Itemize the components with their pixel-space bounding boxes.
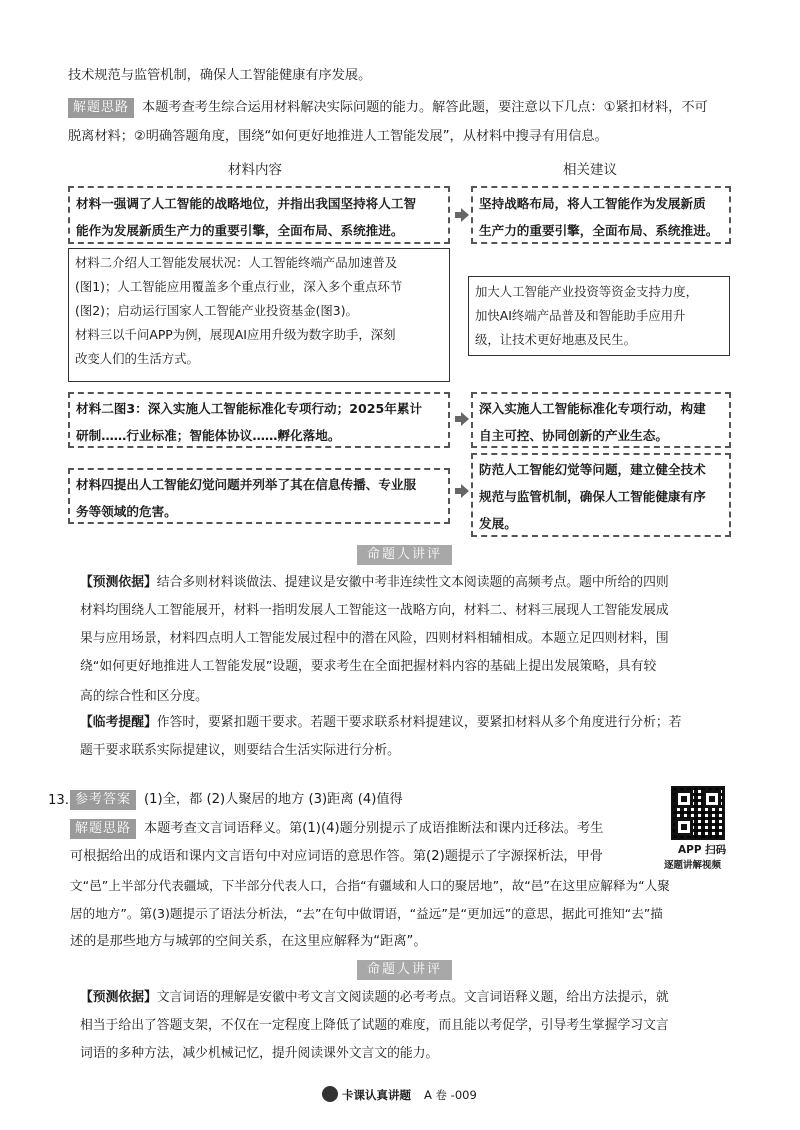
answer-line	[70, 790, 403, 810]
suggestion-2-line-3: 级，让技术更好地惠及民生。	[475, 332, 637, 347]
prediction-basis-text-1: 结合多则材料谈做法、提建议是安徽中考非连续性文本阅读题的高频考点。题中所给的四则	[156, 575, 669, 590]
prediction-basis-2-text-1: 文言词语的理解是安徽中考文言文阅读题的必考考点。文言词语释义题，给出方法提示，就	[156, 990, 669, 1005]
continuation-text: 技术规范与监管机制，确保人工智能健康有序发展。	[68, 68, 372, 83]
material-2-line-4: 材料三以千问APP为例，展现AI应用升级为数字助手，深刻	[75, 327, 396, 342]
material-1-line-2: 能作为发展新质生产力的重要引擎，全面布局、系统推进。	[76, 223, 404, 238]
prediction-basis-line-5: 高的综合性和区分度。	[80, 689, 208, 704]
suggestion-box-1	[471, 186, 731, 244]
prediction-basis-label: 【预测依据】	[80, 575, 157, 590]
material-box-3	[68, 392, 450, 448]
q13-analysis-line-1	[70, 819, 603, 839]
suggestion-2-line-1: 加大人工智能产业投资等资金支持力度，	[475, 284, 699, 299]
answer-tag: 参考答案	[70, 790, 136, 810]
analysis-tag: 解题思路	[68, 98, 134, 118]
page-number: A 卷 -009	[424, 1088, 477, 1102]
suggestion-4-line-1: 防范人工智能幻觉等问题，建立健全技术	[479, 462, 706, 477]
q13-analysis-line-4: 居的地方”。第(3)题提示了语法分析法，“去”在句中做谓语，“益远”是“更加远”的意思，据此可推知“去”描	[70, 906, 663, 921]
prediction-basis-line-4: 绕“如何更好地推进人工智能发展”设题，要求考生在全面把握材料内容的基础上提出发展策略，具有较	[80, 659, 657, 674]
prediction-basis-2-line-2: 相当于给出了答题支架，不仅在一定程度上降低了试题的难度，而且能以考促学，引导考生掌握学习文言	[80, 1018, 669, 1033]
prediction-basis-2-line-3: 词语的多种方法，减少机械记忆，提升阅读课外文言文的能力。	[80, 1046, 439, 1061]
prediction-basis-2-line-1	[80, 985, 669, 1010]
material-2-line-5: 改变人们的生活方式。	[75, 351, 199, 366]
material-1-line-1: 材料一强调了人工智能的战略地位，并指出我国坚持将人工智	[76, 196, 417, 211]
material-4-line-1: 材料四提出人工智能幻觉问题并列举了其在信息传播、专业服	[76, 477, 417, 492]
material-box-1	[68, 186, 450, 244]
q13-analysis-line-3: 文“邑”上半部分代表疆域，下半部分代表人口，合指“有疆域和人口的聚居地”，故“邑”在这里应解释为“人聚	[70, 878, 670, 893]
suggestion-2-line-2: 加快AI终端产品普及和智能助手应用升	[475, 308, 686, 323]
material-4-line-2: 务等领域的危害。	[76, 504, 177, 519]
material-3-line-2: 研制……行业标准；智能体协议……孵化落地。	[76, 428, 341, 443]
material-box-2	[68, 248, 450, 382]
qr-code-icon[interactable]	[671, 786, 725, 840]
mascot-logo-icon	[322, 1086, 338, 1102]
qr-caption-scan: APP 扫码	[678, 844, 727, 856]
q13-analysis-line-5: 述的是那些地方与城郭的空间关系，在这里应解释为“距离”。	[70, 934, 427, 949]
analysis-line-1	[68, 98, 708, 118]
q13-analysis-tag: 解题思路	[70, 819, 136, 839]
qr-caption-video: 逐题讲解视频	[664, 860, 722, 871]
prediction-basis-2-label: 【预测依据】	[80, 990, 157, 1005]
suggestion-box-4	[471, 453, 731, 537]
suggestion-1-line-2: 生产力的重要引擎，全面布局、系统推进。	[479, 223, 719, 238]
analysis-line-2: 脱离材料；②明确答题角度，围绕“如何更好地推进人工智能发展”，从材料中搜寻有用信息。	[68, 129, 608, 144]
answer-text: (1)全，都 (2)人聚居的地方 (3)距离 (4)值得	[144, 792, 403, 807]
material-2-line-3: (图2)；启动运行国家人工智能产业投资基金(图3)。	[75, 303, 358, 318]
prediction-basis-line-1	[80, 570, 669, 595]
commentary-banner: 命题人讲评	[357, 545, 452, 565]
prediction-basis-line-3: 果与应用场景，材料四点明人工智能发展过程中的潜在风险，四则材料相辅相成。本题立足四则材料，围	[80, 631, 669, 646]
suggestion-box-3	[471, 392, 731, 448]
q13-analysis-line-2: 可根据给出的成语和课内文言语句中对应词语的意思作答。第(2)题提示了字源探析法，甲骨	[70, 849, 603, 864]
suggestion-box-2	[468, 276, 730, 356]
exam-reminder-line-1	[80, 710, 681, 735]
q13-analysis-text-1: 本题考查文言词语释义。第(1)(4)题分别提示了成语推断法和课内迁移法。考生	[144, 821, 604, 836]
exam-reminder-text-1: 作答时，要紧扣题干要求。若题干要求联系材料提建议，要紧扣材料从多个角度进行分析；若	[156, 715, 682, 730]
exam-reminder-label: 【临考提醒】	[80, 715, 157, 730]
footer-brand: 卡课认真讲题	[342, 1088, 411, 1102]
analysis-text-1: 本题考查考生综合运用材料解决实际问题的能力。解答此题，要注意以下几点：①紧扣材料，不可	[142, 100, 708, 115]
material-3-line-1: 材料二图3：深入实施人工智能标准化专项行动；2025年累计	[76, 401, 423, 416]
suggestion-3-line-2: 自主可控、协同创新的产业生态。	[479, 428, 668, 443]
material-box-4	[68, 468, 450, 524]
commentary-banner-2: 命题人讲评	[357, 960, 452, 980]
suggestion-3-line-1: 深入实施人工智能标准化专项行动，构建	[479, 401, 706, 416]
suggestion-4-line-2: 规范与监管机制，确保人工智能健康有序	[479, 489, 706, 504]
suggestion-4-line-3: 发展。	[479, 516, 517, 531]
column-header-suggestion: 相关建议	[563, 162, 617, 178]
material-2-line-2: (图1)；人工智能应用覆盖多个重点行业，深入多个重点环节	[75, 279, 403, 294]
material-2-line-1: 材料二介绍人工智能发展状况：人工智能终端产品加速普及	[75, 255, 398, 270]
question-number: 13.	[48, 793, 69, 808]
suggestion-1-line-1: 坚持战略布局，将人工智能作为发展新质	[479, 196, 706, 211]
column-header-material: 材料内容	[228, 162, 282, 178]
exam-reminder-line-2: 题干要求联系实际提建议，则要结合生活实际进行分析。	[80, 743, 400, 758]
prediction-basis-line-2: 材料均围绕人工智能展开，材料一指明发展人工智能这一战略方向，材料二、材料三展现人工智能发展成	[80, 603, 669, 618]
